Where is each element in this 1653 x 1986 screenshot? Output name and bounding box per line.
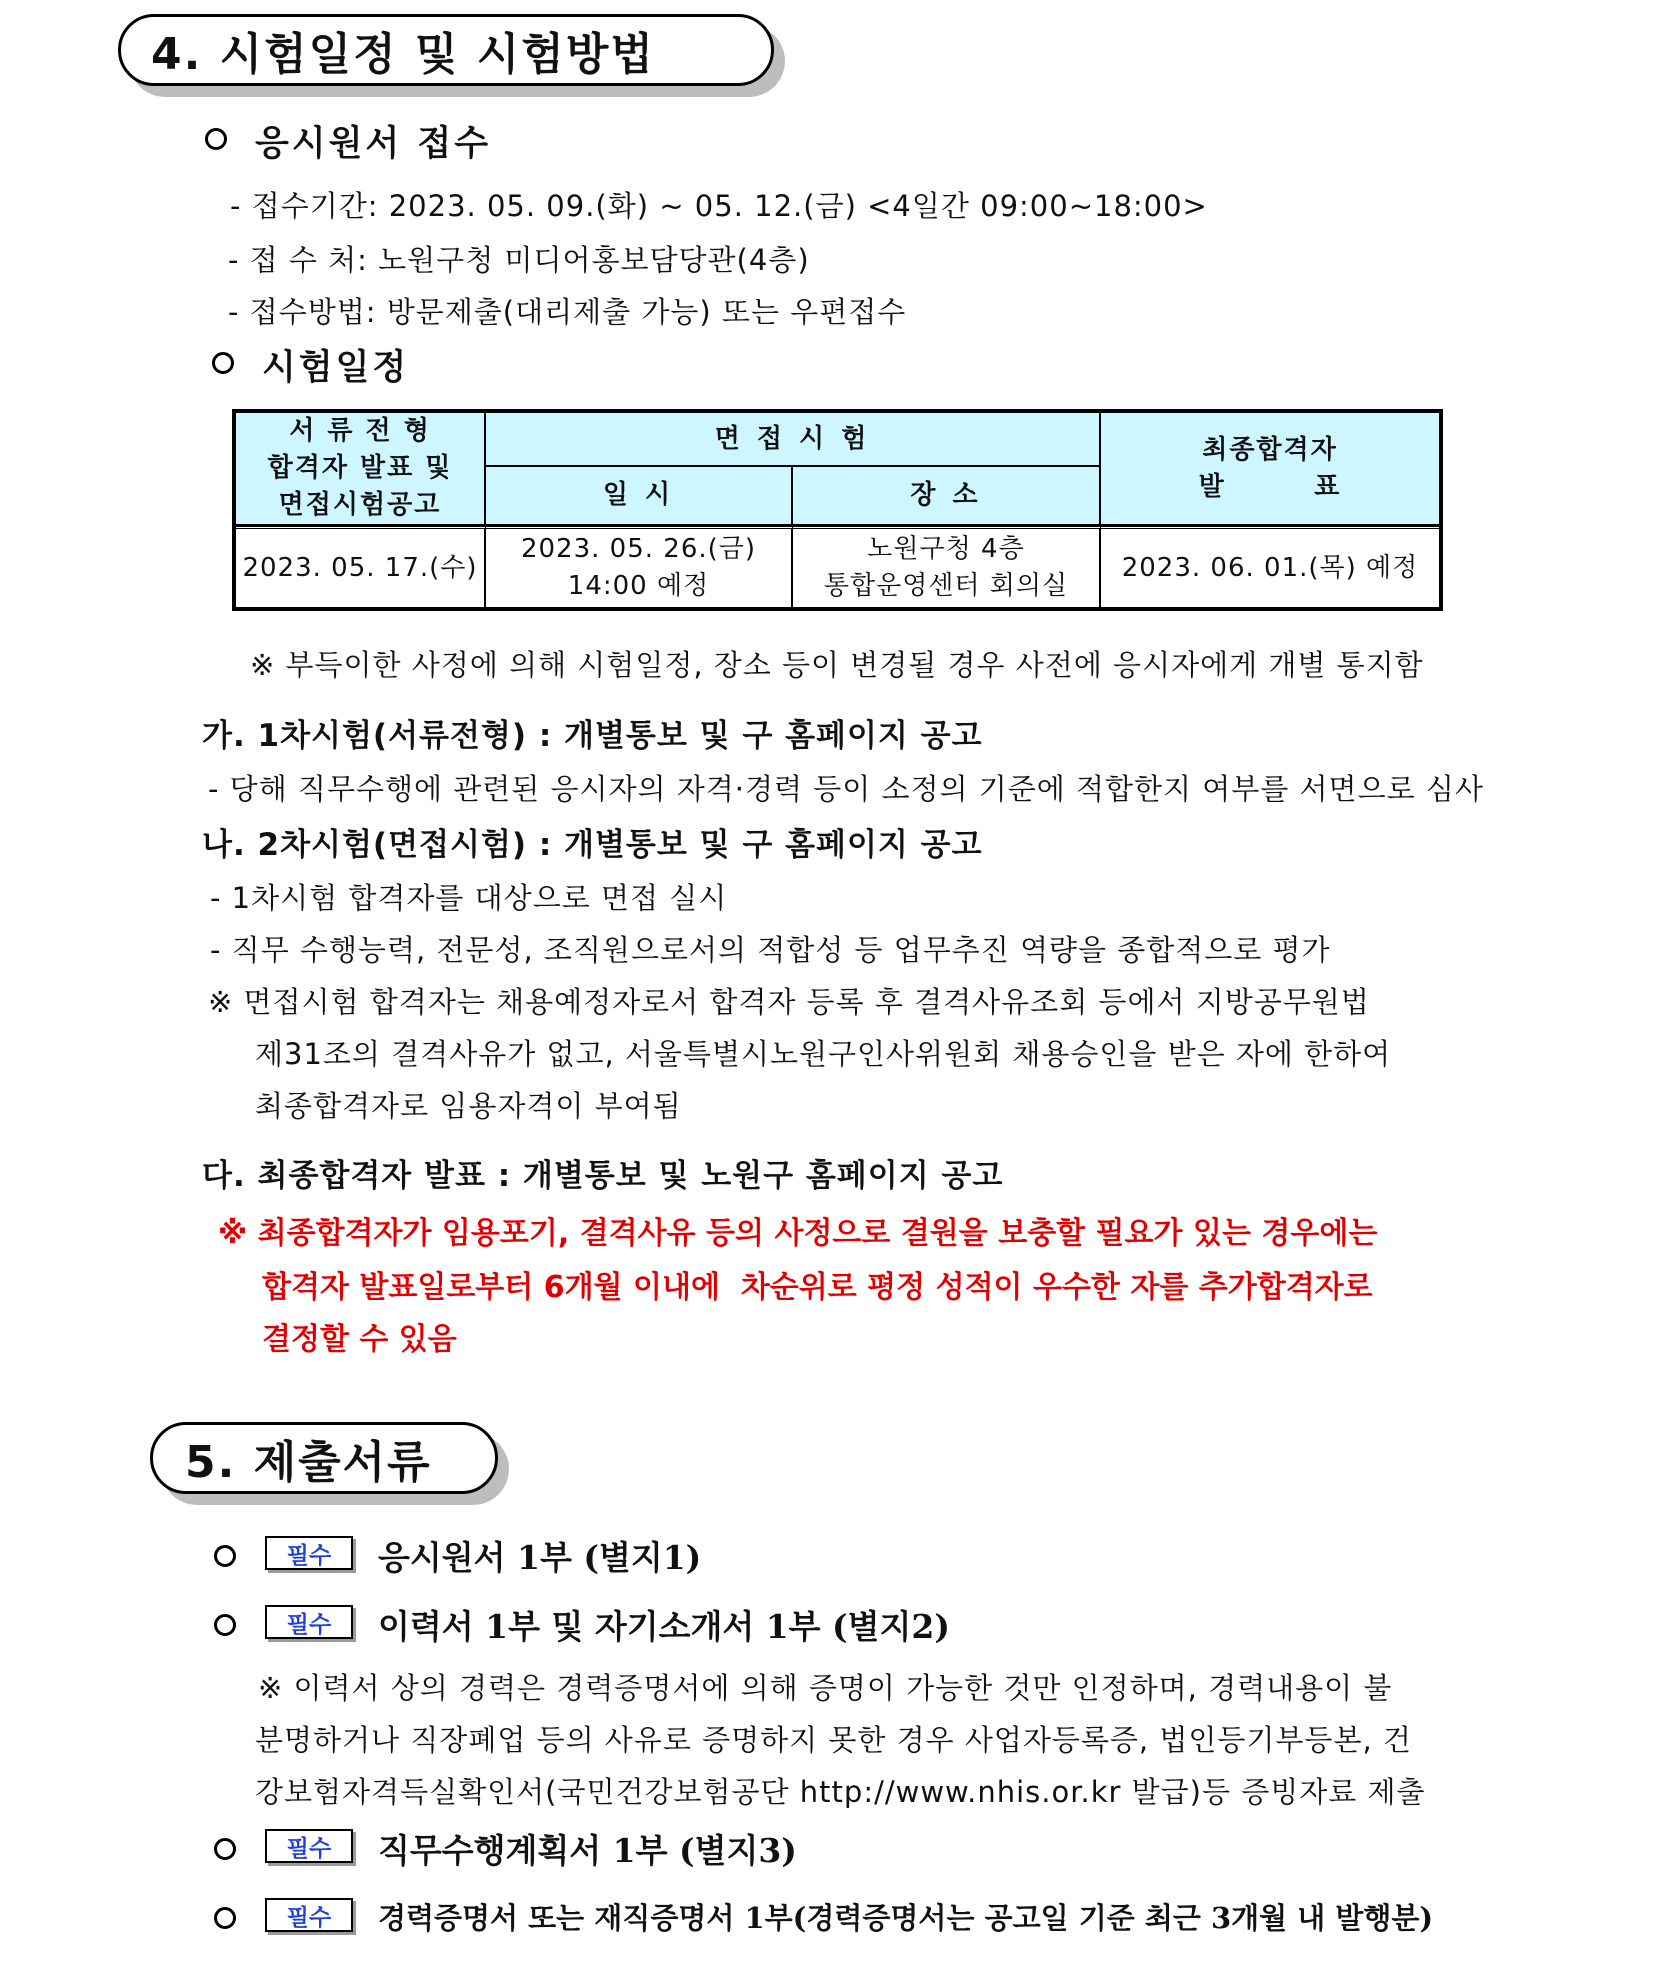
section5-title-box [150, 1422, 498, 1494]
document-item: 직무수행계획서 1부 (별지3) [378, 1831, 797, 1870]
final-result-header [1101, 413, 1439, 526]
cell-line: 통합운영센터 회의실 [823, 571, 1069, 601]
bullet-circle-icon [205, 128, 227, 150]
stage3-red-note: 합격자 발표일로부터 6개월 이내에 차순위로 평정 성적이 우수한 자를 추가합격자로 [262, 1270, 1373, 1305]
place-header: 장 소 [793, 467, 1101, 526]
doc-result-header [236, 413, 486, 526]
doc-result-cell: 2023. 05. 17.(수) [236, 526, 486, 607]
interview-datetime-cell [486, 526, 793, 607]
stage2-item: - 직무 수행능력, 전문성, 조직원으로서의 적합성 등 업무추진 역량을 종합적으로 평가 [210, 933, 1331, 967]
interview-header: 면 접 시 험 [486, 413, 1101, 467]
cell-line: 2023. 05. 26.(금) [520, 534, 757, 564]
stage2-item: - 1차시험 합격자를 대상으로 면접 실시 [210, 881, 728, 915]
stage3-heading: 다. 최종합격자 발표 : 개별통보 및 노원구 홈페이지 공고 [202, 1158, 1004, 1194]
career-note: ※ 이력서 상의 경력은 경력증명서에 의해 증명이 가능한 것만 인정하며, 경력내용이 불 [258, 1671, 1393, 1705]
stage3-red-note: ※ 최종합격자가 임용포기, 결격사유 등의 사정으로 결원을 보충할 필요가 있는 경우에는 [218, 1216, 1378, 1251]
application-period: - 접수기간: 2023. 05. 09.(화) ~ 05. 12.(금) <4일간 09:00~18:00> [230, 189, 1208, 223]
final-result-cell: 2023. 06. 01.(목) 예정 [1101, 526, 1439, 607]
stage1-desc: - 당해 직무수행에 관련된 응시자의 자격·경력 등이 소정의 기준에 적합한지 여부를 서면으로 심사 [208, 772, 1484, 806]
bullet-circle-icon [212, 352, 234, 374]
section5-title: 5. 제출서류 [185, 1437, 432, 1488]
header-line: 최종합격자 [1202, 434, 1338, 465]
header-line: 발 표 [1198, 471, 1342, 502]
required-badge: 필수 [265, 1829, 353, 1863]
header-line: 면접시험공고 [278, 490, 442, 520]
interview-place-cell [793, 526, 1101, 607]
section4-title-box [118, 14, 774, 86]
section4-title: 4. 시험일정 및 시험방법 [151, 29, 655, 80]
schedule-heading: 시험일정 [262, 347, 410, 388]
stage2-note: 최종합격자로 임용자격이 부여됨 [255, 1089, 682, 1123]
career-note: 분명하거나 직장폐업 등의 사유로 증명하지 못한 경우 사업자등록증, 법인등기부등본, 건 [255, 1723, 1412, 1757]
cell-line: 노원구청 4층 [867, 534, 1025, 564]
career-note: 강보험자격득실확인서(국민건강보험공단 http://www.nhis.or.kr 발급)등 증빙자료 제출 [255, 1775, 1426, 1809]
required-badge: 필수 [265, 1605, 353, 1639]
schedule-note: ※ 부득이한 사정에 의해 시험일정, 장소 등이 변경될 경우 사전에 응시자에게 개별 통지함 [250, 648, 1424, 682]
cell-line: 14:00 예정 [567, 571, 710, 601]
bullet-circle-icon [214, 1838, 236, 1860]
document-item: 이력서 1부 및 자기소개서 1부 (별지2) [378, 1607, 950, 1646]
required-badge: 필수 [265, 1536, 353, 1570]
datetime-header: 일 시 [486, 467, 793, 526]
schedule-table [232, 409, 1443, 611]
application-method: - 접수방법: 방문제출(대리제출 가능) 또는 우편접수 [228, 295, 907, 329]
header-line: 합격자 발표 및 [267, 453, 453, 483]
stage2-heading: 나. 2차시험(면접시험) : 개별통보 및 구 홈페이지 공고 [202, 827, 983, 863]
header-line: 서 류 전 형 [289, 416, 431, 446]
bullet-circle-icon [214, 1545, 236, 1567]
stage2-note: ※ 면접시험 합격자는 채용예정자로서 합격자 등록 후 결격사유조회 등에서 지방공무원법 [208, 985, 1370, 1019]
bullet-circle-icon [214, 1614, 236, 1636]
stage3-red-note: 결정할 수 있음 [262, 1322, 457, 1357]
stage2-note: 제31조의 결격사유가 없고, 서울특별시노원구인사위원회 채용승인을 받은 자에 한하여 [255, 1037, 1392, 1071]
application-heading: 응시원서 접수 [255, 123, 492, 164]
application-place: - 접 수 처: 노원구청 미디어홍보담당관(4층) [228, 243, 810, 277]
document-item: 응시원서 1부 (별지1) [378, 1538, 702, 1577]
stage1-heading: 가. 1차시험(서류전형) : 개별통보 및 구 홈페이지 공고 [202, 718, 983, 754]
document-item: 경력증명서 또는 재직증명서 1부(경력증명서는 공고일 기준 최근 3개월 내 발행분) [378, 1901, 1434, 1935]
required-badge: 필수 [265, 1898, 353, 1932]
bullet-circle-icon [214, 1907, 236, 1929]
